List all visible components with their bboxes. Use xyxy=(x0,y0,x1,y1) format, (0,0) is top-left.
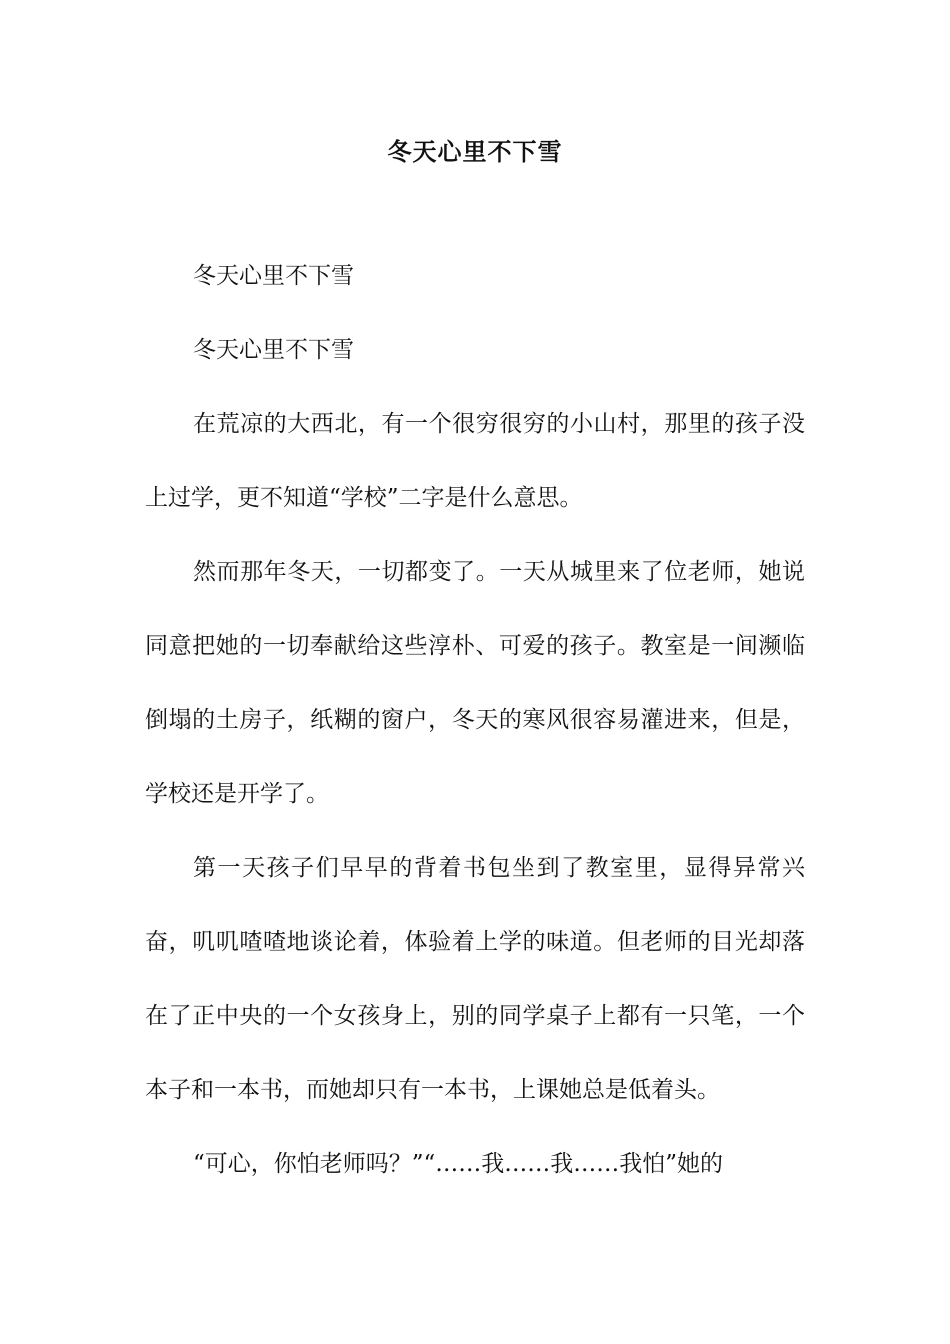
document-title: 冬天心里不下雪 xyxy=(387,137,563,166)
paragraph: 第一天孩子们早早的背着书包坐到了教室里，显得异常兴奋，叽叽喳喳地谈论着，体验着上学的味道。但老师的目光却落在了正中央的一个女孩身上，别的同学桌子上都有一只笔，一个本子和一本书，而她却只有一本书，上课她总是低着头。 xyxy=(145,855,805,1103)
paragraph: 冬天心里不下雪 xyxy=(193,337,354,363)
paragraph: 在荒凉的大西北，有一个很穷很穷的小山村，那里的孩子没上过学，更不知道“学校”二字是什么意思。 xyxy=(145,411,805,511)
document-body xyxy=(145,258,805,1201)
paragraph: 冬天心里不下雪 xyxy=(193,263,354,289)
paragraph: 然而那年冬天，一切都变了。一天从城里来了位老师，她说同意把她的一切奉献给这些淳朴、可爱的孩子。教室是一间濒临倒塌的土房子，纸糊的窗户，冬天的寒风很容易灌进来，但是，学校还是开学了。 xyxy=(145,559,805,807)
paragraph: “可心，你怕老师吗？”“……我……我……我怕”她的 xyxy=(193,1151,724,1177)
